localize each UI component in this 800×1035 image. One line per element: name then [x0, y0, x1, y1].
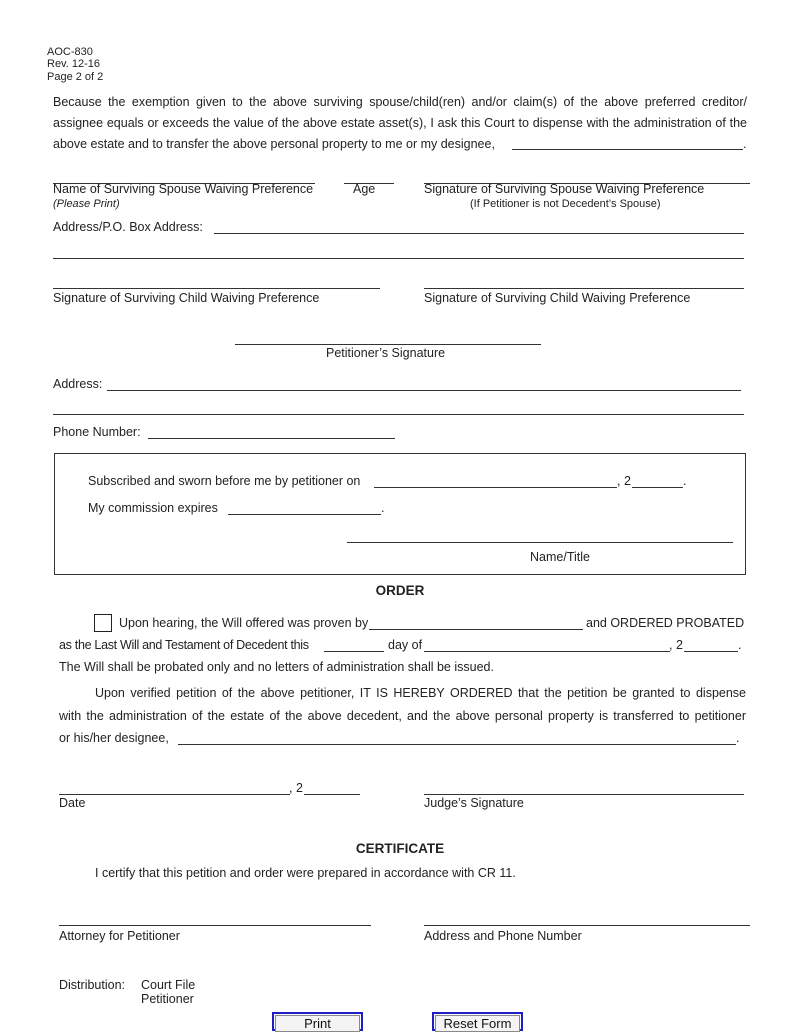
- petitioner-signature-label: Petitioner’s Signature: [326, 346, 446, 360]
- sworn-date-field[interactable]: [374, 487, 617, 488]
- order-date-field[interactable]: [59, 794, 290, 795]
- petitioner-address-field-2[interactable]: [53, 414, 744, 415]
- period: .: [381, 501, 385, 515]
- year-prefix: , 2: [617, 474, 631, 488]
- print-button[interactable]: [272, 1012, 363, 1031]
- month-field[interactable]: [424, 651, 670, 652]
- date-label: Date: [59, 796, 86, 810]
- proven-by-field[interactable]: [369, 629, 583, 630]
- period: .: [738, 638, 742, 652]
- spouse-name-label: Name of Surviving Spouse Waiving Preference: [53, 182, 314, 196]
- page-number: Page 2 of 2: [47, 71, 104, 83]
- year-prefix: , 2: [669, 638, 683, 652]
- day-field[interactable]: [324, 651, 384, 652]
- phone-field[interactable]: [148, 438, 395, 439]
- child-signature-label: Signature of Surviving Child Waiving Preference: [424, 291, 691, 305]
- period: .: [743, 137, 747, 151]
- petitioner-address-field[interactable]: [107, 390, 741, 391]
- distribution-item: Court File: [141, 978, 196, 992]
- form-number: AOC-830: [47, 46, 93, 58]
- probated-checkbox[interactable]: [94, 614, 112, 632]
- order-line: day of: [388, 638, 423, 652]
- year-prefix: , 2: [289, 781, 303, 795]
- order-paragraph: or his/her designee,: [59, 731, 169, 745]
- spouse-address-label: Address/P.O. Box Address:: [53, 220, 203, 234]
- judge-signature-field[interactable]: [424, 794, 744, 795]
- period: .: [736, 731, 740, 745]
- intro-line: Because the exemption given to the above surviving spouse/child(ren) and/or claim(s) of the above preferred creditor/: [53, 95, 747, 109]
- distribution-label: Distribution:: [59, 978, 125, 992]
- sworn-year-field[interactable]: [632, 487, 683, 488]
- spouse-address-field-2[interactable]: [53, 258, 744, 259]
- order-year-field[interactable]: [304, 794, 360, 795]
- please-print-note: (Please Print): [53, 198, 120, 210]
- order-line: as the Last Will and Testament of Decedent this: [59, 638, 309, 652]
- revision: Rev. 12-16: [47, 58, 100, 70]
- reset-button-label: Reset Form: [435, 1015, 520, 1032]
- sworn-label: Subscribed and sworn before me by petitioner on: [88, 474, 361, 488]
- order-designee-field[interactable]: [178, 744, 736, 745]
- certificate-heading: CERTIFICATE: [355, 841, 445, 856]
- order-line: and ORDERED PROBATED: [586, 616, 745, 630]
- judge-signature-label: Judge’s Signature: [424, 796, 524, 810]
- intro-line: above estate and to transfer the above personal property to me or my designee,: [53, 137, 495, 151]
- attorney-address-field[interactable]: [424, 925, 750, 926]
- child-signature-field-1[interactable]: [53, 288, 380, 289]
- year-field[interactable]: [684, 651, 738, 652]
- age-label: Age: [353, 182, 376, 196]
- name-title-label: Name/Title: [530, 550, 590, 564]
- intro-line: assignee equals or exceeds the value of the above estate asset(s), I ask this Court to dispense with the administration of the: [53, 116, 747, 130]
- spouse-address-field[interactable]: [214, 233, 744, 234]
- attorney-address-label: Address and Phone Number: [424, 929, 582, 943]
- order-line: The Will shall be probated only and no letters of administration shall be issued.: [59, 660, 494, 674]
- reset-form-button[interactable]: [432, 1012, 523, 1031]
- designee-field[interactable]: [512, 149, 743, 150]
- print-button-label: Print: [275, 1015, 360, 1032]
- child-signature-label: Signature of Surviving Child Waiving Preference: [53, 291, 320, 305]
- spouse-note: (If Petitioner is not Decedent’s Spouse): [470, 198, 661, 210]
- order-paragraph: Upon verified petition of the above petitioner, IT IS HEREBY ORDERED that the petition be granted to dispense: [95, 686, 746, 700]
- attorney-field[interactable]: [59, 925, 371, 926]
- petitioner-signature-field[interactable]: [235, 344, 541, 345]
- attorney-label: Attorney for Petitioner: [59, 929, 180, 943]
- distribution-item: Petitioner: [141, 992, 194, 1006]
- order-heading: ORDER: [375, 583, 425, 598]
- commission-label: My commission expires: [88, 501, 218, 515]
- petitioner-address-label: Address:: [53, 377, 103, 391]
- phone-label: Phone Number:: [53, 425, 141, 439]
- period: .: [683, 474, 687, 488]
- order-paragraph: with the administration of the estate of the above decedent, and the above personal property is transferred to petitioner: [59, 709, 746, 723]
- commission-field[interactable]: [228, 514, 381, 515]
- child-signature-field-2[interactable]: [424, 288, 744, 289]
- notary-signature-field[interactable]: [347, 542, 733, 543]
- order-line: Upon hearing, the Will offered was proven by: [119, 616, 369, 630]
- spouse-signature-label: Signature of Surviving Spouse Waiving Preference: [424, 182, 705, 196]
- certificate-text: I certify that this petition and order were prepared in accordance with CR 11.: [95, 866, 516, 880]
